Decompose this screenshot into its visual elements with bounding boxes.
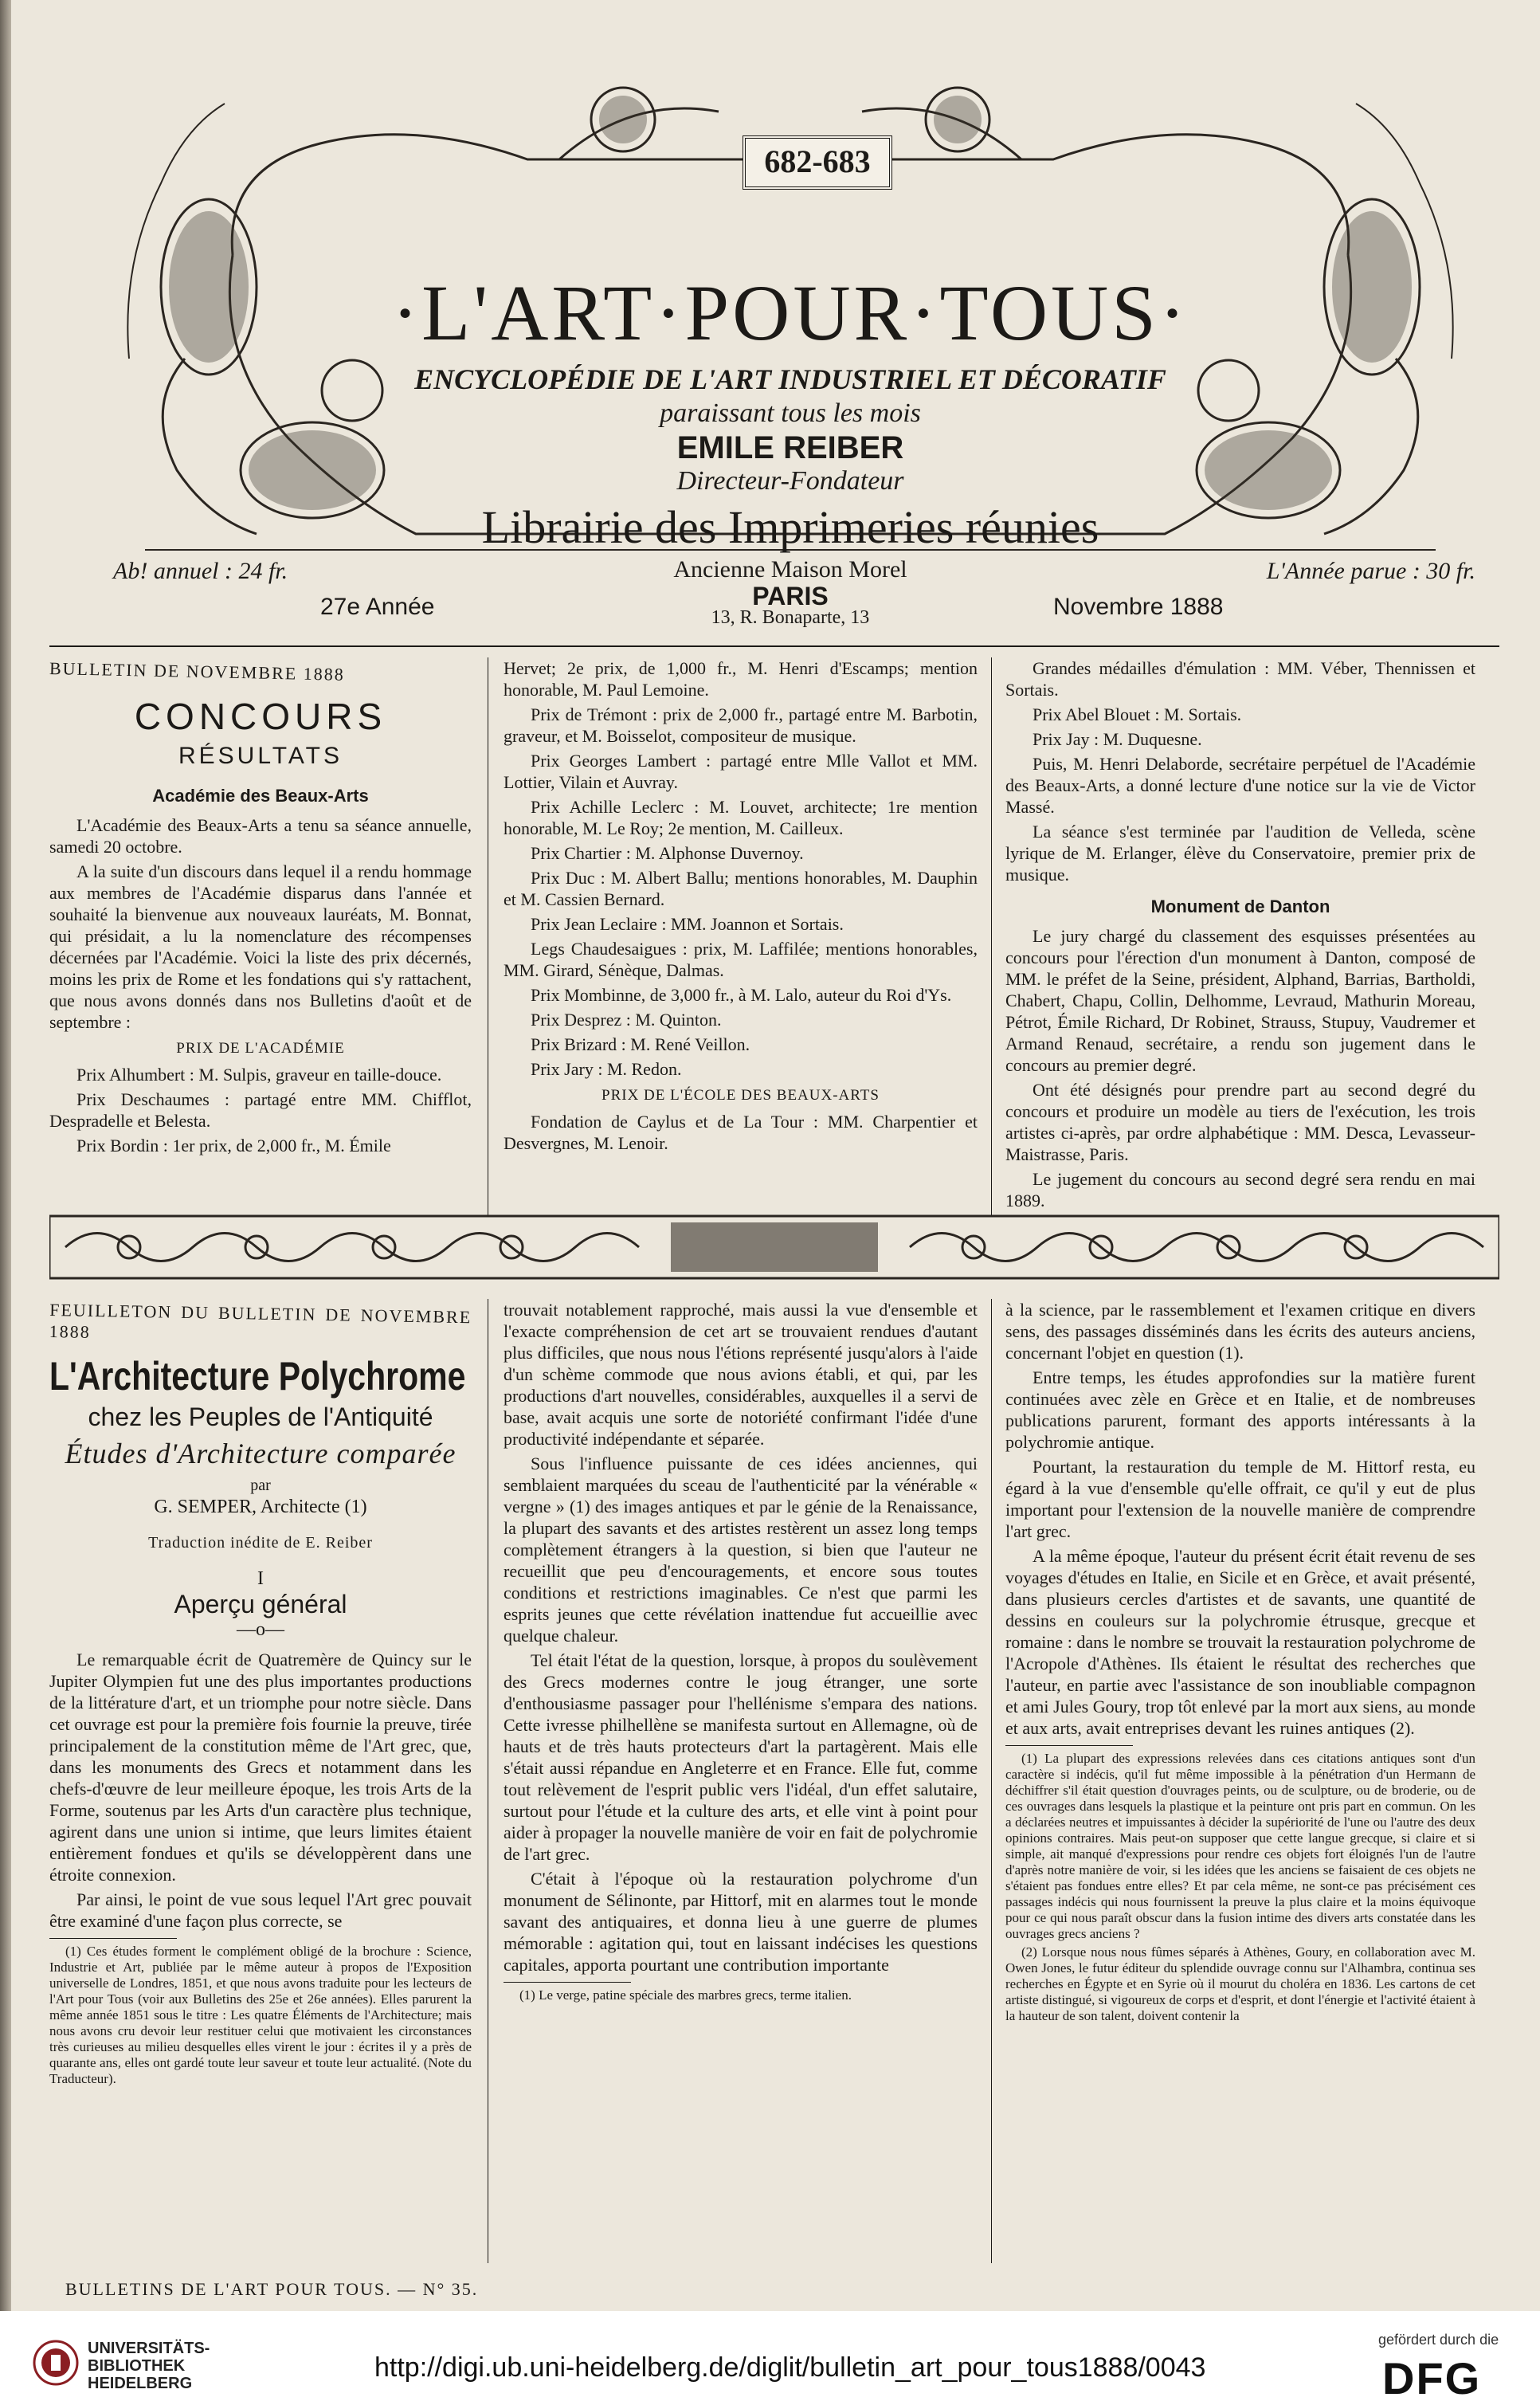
prize-entry: Prix de Trémont : prix de 2,000 fr., partagé entre M. Barbotin, graveur, et M. Boisselot, compositeur de musique.	[504, 704, 978, 746]
column-divider	[991, 1299, 992, 2263]
publication-frequency: paraissant tous les mois	[660, 398, 921, 428]
paragraph: Sous l'influence puissante de ces idées anciennes, qui semblaient marquées du sceau de l'authenticité par la vénérable « vergne » (1) des images antiques et par le génie de la Renaissance, la plupart des savants et des artistes restèrent un assez long temps complètement étrangers à la question, si bien que l'auteur ne recueillit que peu d'encouragements, et encore sous toutes conditions et restrictions imaginables. Ce n'est que parmi les esprits jeunes que cette révélation inattendue fut accueillie avec quelque chaleur.	[504, 1454, 978, 1646]
paragraph: Le remarquable écrit de Quatremère de Quincy sur le Jupiter Olympien fut une des plus importantes productions de la littérature d'art, et un triomphe pour notre siècle. Dans cet ouvrage est pour la première fois fournie la preuve, tirée principalement de la constitution même de l'Art grec, que, dans les monuments des Grecs et notamment dans les chefs-d'œuvre de leur meilleure époque, les trois Arts de la Forme, soutenus par les Arts d'un caractère plus technique, agirent dans une union si intime, que leurs limites étaient entièrement fondues et qu'ils se développèrent dans une étroite connexion.	[49, 1650, 472, 1885]
issue-date: Novembre 1888	[1053, 594, 1224, 620]
paragraph: Entre temps, les études approfondies sur la matière furent continuées avec zèle en Grèce et en Italie, et de nombreuses publications parurent, formant des apports intéressants à la polychromie antique.	[1005, 1367, 1475, 1452]
paragraph: Pourtant, la restauration du temple de M. Hittorf resta, eu égard à la vue d'ensemble qu'elle offrait, ce qu'il y eut de plus important pour l'extension de la nouvelle manière de comprendre l'art grec.	[1005, 1457, 1475, 1541]
article-series: Études d'Architecture comparée	[65, 1438, 457, 1469]
university-seal-icon	[32, 2339, 80, 2387]
feuilleton-column-3	[1005, 1299, 1475, 2026]
publisher-address: 13, R. Bonaparte, 13	[711, 607, 870, 628]
concours-heading: CONCOURS	[134, 696, 387, 737]
prize-entry: Prix Chartier : M. Alphonse Duvernoy.	[531, 843, 804, 863]
annual-volume-price: L'Année parue : 30 fr.	[1266, 558, 1475, 584]
prize-entry: Fondation de Caylus et de La Tour : MM. Charpentier et Desvergnes, M. Lenoir.	[504, 1112, 978, 1153]
footnote	[49, 1938, 472, 2087]
digitization-footer	[0, 2311, 1540, 2405]
prize-entry: Prix Deschaumes : partagé entre MM. Chifflot, Despradelle et Belesta.	[49, 1089, 472, 1131]
footnote-text: (1) La plupart des expressions relevées dans ces citations antiques sont d'un caractère si indécis, qu'il fut même impossible à la pénétration d'un Hermann de déchiffrer s'il était question d'ouvrages peints, ou de sculpture, ou de broderie, ou de ces ouvrages dans lesquels la plastique et la peinture ont pris part en commun. On les a déclarées neutres et impuissantes à décider la supériorité de l'une ou l'autre des deux opinions contraires. Mais peut-on supposer que cette langue grecque, si claire et si simple, ait manqué d'expressions pour rendre ces objets fort éloignés l'un de l'autre d'après notre manière de voir, si les idées que les anciens se faisaient de ces objets ne s'étaient pas fondues entre elles? Et par cela même, ne sont-ce pas précisément ces passages indécis qui nous fournissent la preuve la plus claire et la moins équivoque pour ce qui nous paraît obscur dans la fusion intime des divers arts constatée dans les ouvrages grecs anciens ?	[1005, 1751, 1475, 1941]
director-role: Directeur-Fondateur	[676, 466, 904, 496]
paragraph: A la même époque, l'auteur du présent écrit était revenu de ses voyages d'études en Italie, en Sicile et en Grèce, et avait présenté, dans plusieurs cercles d'artistes et de savants, une quantité de dessins en couleurs sur la polychromie étrusque, grecque et romaine : dans le nombre se trouvait la restauration polychrome de l'Acropole d'Athènes. Ils étaient le résultat des recherches que l'auteur, en partie avec l'assistance de son inoubliable compagnon et ami Jules Goury, trop tôt enlevé par la mort aux siens, au monde et aux arts, avait entreprises devant les ruines antiques (2).	[1005, 1546, 1475, 1738]
library-name-line: HEIDELBERG	[88, 2375, 193, 2392]
bulletin-footer: BULLETINS DE L'ART POUR TOUS. — N° 35.	[65, 2279, 479, 2299]
paragraph: A la suite d'un discours dans lequel il a rendu hommage aux membres de l'Académie disparus dans l'année et souhaité la bienvenue aux nouveaux lauréats, M. Bonnat, qui présidait, a lu la nomenclature des récompenses décernées par l'Académie. Voici la liste des prix décernés, moins les prix de Rome et les fondations qui s'y rattachent, que nous avons donnés dans nos Bulletins d'août et de septembre :	[49, 861, 472, 1032]
library-name	[88, 2340, 210, 2392]
prix-academie-heading: PRIX DE L'ACADÉMIE	[176, 1040, 345, 1057]
chapter-number: I	[257, 1568, 264, 1589]
prize-entry: Prix Brizard : M. René Veillon.	[531, 1034, 750, 1054]
danton-heading: Monument de Danton	[1150, 896, 1330, 916]
paragraph: Puis, M. Henri Delaborde, secrétaire perpétuel de l'Académie des Beaux-Arts, a donné lecture d'une notice sur la vie de Victor Massé.	[1005, 754, 1475, 817]
publisher-city: PARIS	[752, 582, 829, 610]
footnote-rule	[49, 1938, 177, 1939]
article-author: G. SEMPER, Architecte (1)	[154, 1497, 367, 1517]
academie-heading: Académie des Beaux-Arts	[152, 786, 369, 806]
prize-entry: Prix Bordin : 1er prix, de 2,000 fr., M. Émile	[76, 1136, 391, 1155]
prize-entry: Prix Desprez : M. Quinton.	[531, 1010, 722, 1030]
paragraph: Le jugement du concours au second degré sera rendu en mai 1889.	[1005, 1169, 1475, 1210]
column-divider	[991, 657, 992, 1215]
journal-subtitle: ENCYCLOPÉDIE DE L'ART INDUSTRIEL ET DÉCORATIF	[414, 363, 1166, 395]
prize-entry: Prix Jean Leclaire : MM. Joannon et Sortais.	[531, 914, 844, 934]
director-name: EMILE REIBER	[676, 430, 904, 465]
prize-entry: Prix Abel Blouet : M. Sortais.	[1033, 704, 1242, 724]
former-house: Ancienne Maison Morel	[673, 556, 907, 583]
bulletin-column-2	[504, 657, 978, 1157]
prix-ecole-heading: PRIX DE L'ÉCOLE DES BEAUX-ARTS	[602, 1087, 880, 1104]
feuilleton-column-1	[49, 1299, 472, 2089]
footnote-rule	[1005, 1745, 1133, 1746]
section-title: Aperçu général	[174, 1590, 347, 1618]
paragraph: Le jury chargé du classement des esquisses présentées au concours pour l'érection d'un monument à Danton, composé de MM. le préfet de la Seine, président, Alphand, Barrias, Bartholdi, Chabert, Chapu, Collin, Delhomme, Levraud, Mathurin Moreau, Pétrot, Émile Richard, Dr Robinet, Strauss, Stupuy, Vaudremer et Armand Renaud, secrétaire, a rendu son jugement dans le concours au premier degré.	[1005, 926, 1475, 1075]
library-name-line: BIBLIOTHEK	[88, 2357, 186, 2375]
library-name-line: UNIVERSITÄTS-	[88, 2340, 210, 2357]
article-title: L'Architecture Polychrome	[49, 1354, 466, 1399]
feuilleton-header: FEUILLETON DU BULLETIN DE NOVEMBRE 1888	[49, 1300, 472, 1342]
paragraph: Ont été désignés pour prendre part au second degré du concours et produire un modèle au tiers de l'exécution, les trois artistes ci-après, par ordre alphabétique : MM. Desca, Levasseur-Maistrasse, Paris.	[1005, 1080, 1475, 1164]
paragraph: à la science, par le rassemblement et l'examen critique en divers sens, des passages disséminés dans les écrits des auteurs anciens, concernant l'objet en question (1).	[1005, 1300, 1475, 1363]
article-by: par	[250, 1477, 271, 1494]
prize-entry: Prix Mombinne, de 3,000 fr., à M. Lalo, auteur du Roi d'Ys.	[531, 985, 952, 1005]
prize-entry: Grandes médailles d'émulation : MM. Véber, Thennissen et Sortais.	[1005, 658, 1475, 700]
issue-number: 682-683	[743, 135, 892, 190]
paragraph: C'était à l'époque où la restauration polychrome d'un monument de Sélinonte, par Hittorf, mit en alarmes tout le monde savant des antiquaires, et donna lieu à une guerre de plumes mémorable : agitation qui, tout en laissant indécises les questions capitales, apporta pourtant une contribution importante	[504, 1869, 978, 1975]
prize-entry: Prix Achille Leclerc : M. Louvet, architecte; 1re mention honorable, M. Le Roy; 2e mention, M. Cailleux.	[504, 797, 978, 838]
funding-label: gefördert durch die	[1378, 2332, 1499, 2348]
footnote-text: (2) Lorsque nous nous fûmes séparés à Athènes, Goury, en collaboration avec M. Owen Jones, le futur éditeur du splendide ouvrage connu sur l'Alhambra, continua ses recherches en Égypte et en Syrie où il mourut du choléra en 1836. Les cartons de cet artiste distingué, si vigoureux de corps et d'esprit, et dont l'énergie et l'activité étaient à la hauteur de son talent, doivent contenir la	[1005, 1944, 1475, 2023]
bulletin-column-3	[1005, 657, 1475, 1214]
resultats-heading: RÉSULTATS	[178, 743, 343, 769]
prize-entry: Prix Georges Lambert : partagé entre Mlle Vallot et MM. Lottier, Vilain et Auvray.	[504, 751, 978, 792]
masthead-rule	[49, 645, 1499, 647]
prize-entry: Prix Jay : M. Duquesne.	[1033, 729, 1202, 749]
ornamental-frieze	[49, 1211, 1499, 1283]
page-content	[18, 0, 1531, 2311]
footnote-rule	[504, 1982, 631, 1983]
paragraph: L'Académie des Beaux-Arts a tenu sa séance annuelle, samedi 20 octobre.	[49, 815, 472, 857]
publisher-name: Librairie des Imprimeries réunies	[481, 501, 1099, 553]
subscription-price: Ab! annuel : 24 fr.	[113, 558, 288, 584]
bulletin-header: BULLETIN DE NOVEMBRE 1888	[49, 658, 345, 685]
footnote-text: (1) Le verge, patine spéciale des marbres grecs, terme italien.	[519, 1987, 852, 2003]
bulletin-column-1	[49, 657, 472, 1159]
paragraph: trouvait notablement rapproché, mais aussi la vue d'ensemble et l'exacte compréhension de cet art se trouvaient rendues d'autant plus difficiles, que nous nous l'étions représenté jusqu'alors à l'aide d'un schème commode que nous avions établi, et qui, par les productions d'art nouvelles, considérables, auxquelles il a servi de base, avait acquis une sorte de notoriété confirmant l'idée d'une productivité indépendante et séparée.	[504, 1300, 978, 1449]
source-url-link[interactable]: http://digi.ub.uni-heidelberg.de/diglit/bulletin_art_pour_tous1888/0043	[374, 2352, 1206, 2383]
footnotes	[1005, 1745, 1475, 2024]
prize-entry: Prix Alhumbert : M. Sulpis, graveur en taille-douce.	[76, 1065, 442, 1085]
prize-entry: Prix Jary : M. Redon.	[531, 1059, 682, 1079]
article-translation: Traduction inédite de E. Reiber	[148, 1534, 373, 1552]
footnote	[504, 1982, 978, 2003]
journal-title: ·L'ART·POUR·TOUS·	[391, 269, 1189, 357]
paragraph: Tel était l'état de la question, lorsque, à propos du soulèvement des Grecs modernes contre le joug étranger, une sorte d'enthousiasme passager pour l'hellénisme s'empara des nations. Cette ivresse philhellène se manifesta surtout en Allemagne, où de hauts et de très hauts protecteurs d'art la partagèrent. Mais elle s'était aussi répandue en Angleterre et en France. Elle fut, comme tout relèvement de l'esprit public vers l'idéal, d'un effet salutaire, surtout pour l'étude et la culture des arts, et elle vint à point pour aider à propager la nouvelle manière de voir en fait de polychromie de l'art grec.	[504, 1650, 978, 1864]
prize-entry: Hervet; 2e prix, de 1,000 fr., M. Henri d'Escamps; mention honorable, M. Paul Lemoine.	[504, 658, 978, 700]
prize-entry: Legs Chaudesaigues : prix, M. Laffilée; mentions honorables, MM. Girard, Sénèque, Dalmas.	[504, 939, 978, 980]
dfg-logo: DFG	[1382, 2353, 1482, 2403]
section-ornament: —o—	[237, 1619, 284, 1640]
volume-year: 27e Année	[320, 594, 435, 620]
paragraph: Par ainsi, le point de vue sous lequel l'Art grec pouvait être examiné d'une façon plus correcte, se	[49, 1889, 472, 1931]
feuilleton-column-2	[504, 1299, 978, 2006]
prize-entry: Prix Duc : M. Albert Ballu; mentions honorables, M. Dauphin et M. Cassien Bernard.	[504, 868, 978, 909]
article-subtitle: chez les Peuples de l'Antiquité	[88, 1403, 433, 1431]
paragraph: La séance s'est terminée par l'audition de Velleda, scène lyrique de M. Erlanger, élève du Conservatoire, premier prix de musique.	[1005, 822, 1475, 885]
page-binding-edge	[0, 0, 11, 2311]
footnote-text: (1) Ces études forment le complément obligé de la brochure : Science, Industrie et Art, publiée par le même auteur à propos de l'Exposition universelle de Londres, 1851, et que nous avons traduite pour les lecteurs de l'Art pour Tous (voir aux Bulletins des 25e et 26e années). Elles parurent la même année 1851 sous le titre : Les quatre Éléments de l'Architecture; mais nous avons cru devoir leur restituer celui que motivaient les circonstances très curieuses au milieu desquelles elles virent le jour : écrites il y a près de quarante ans, elles ont gardé toute leur saveur et toute leur actualité. (Note du Traducteur).	[49, 1944, 472, 2086]
